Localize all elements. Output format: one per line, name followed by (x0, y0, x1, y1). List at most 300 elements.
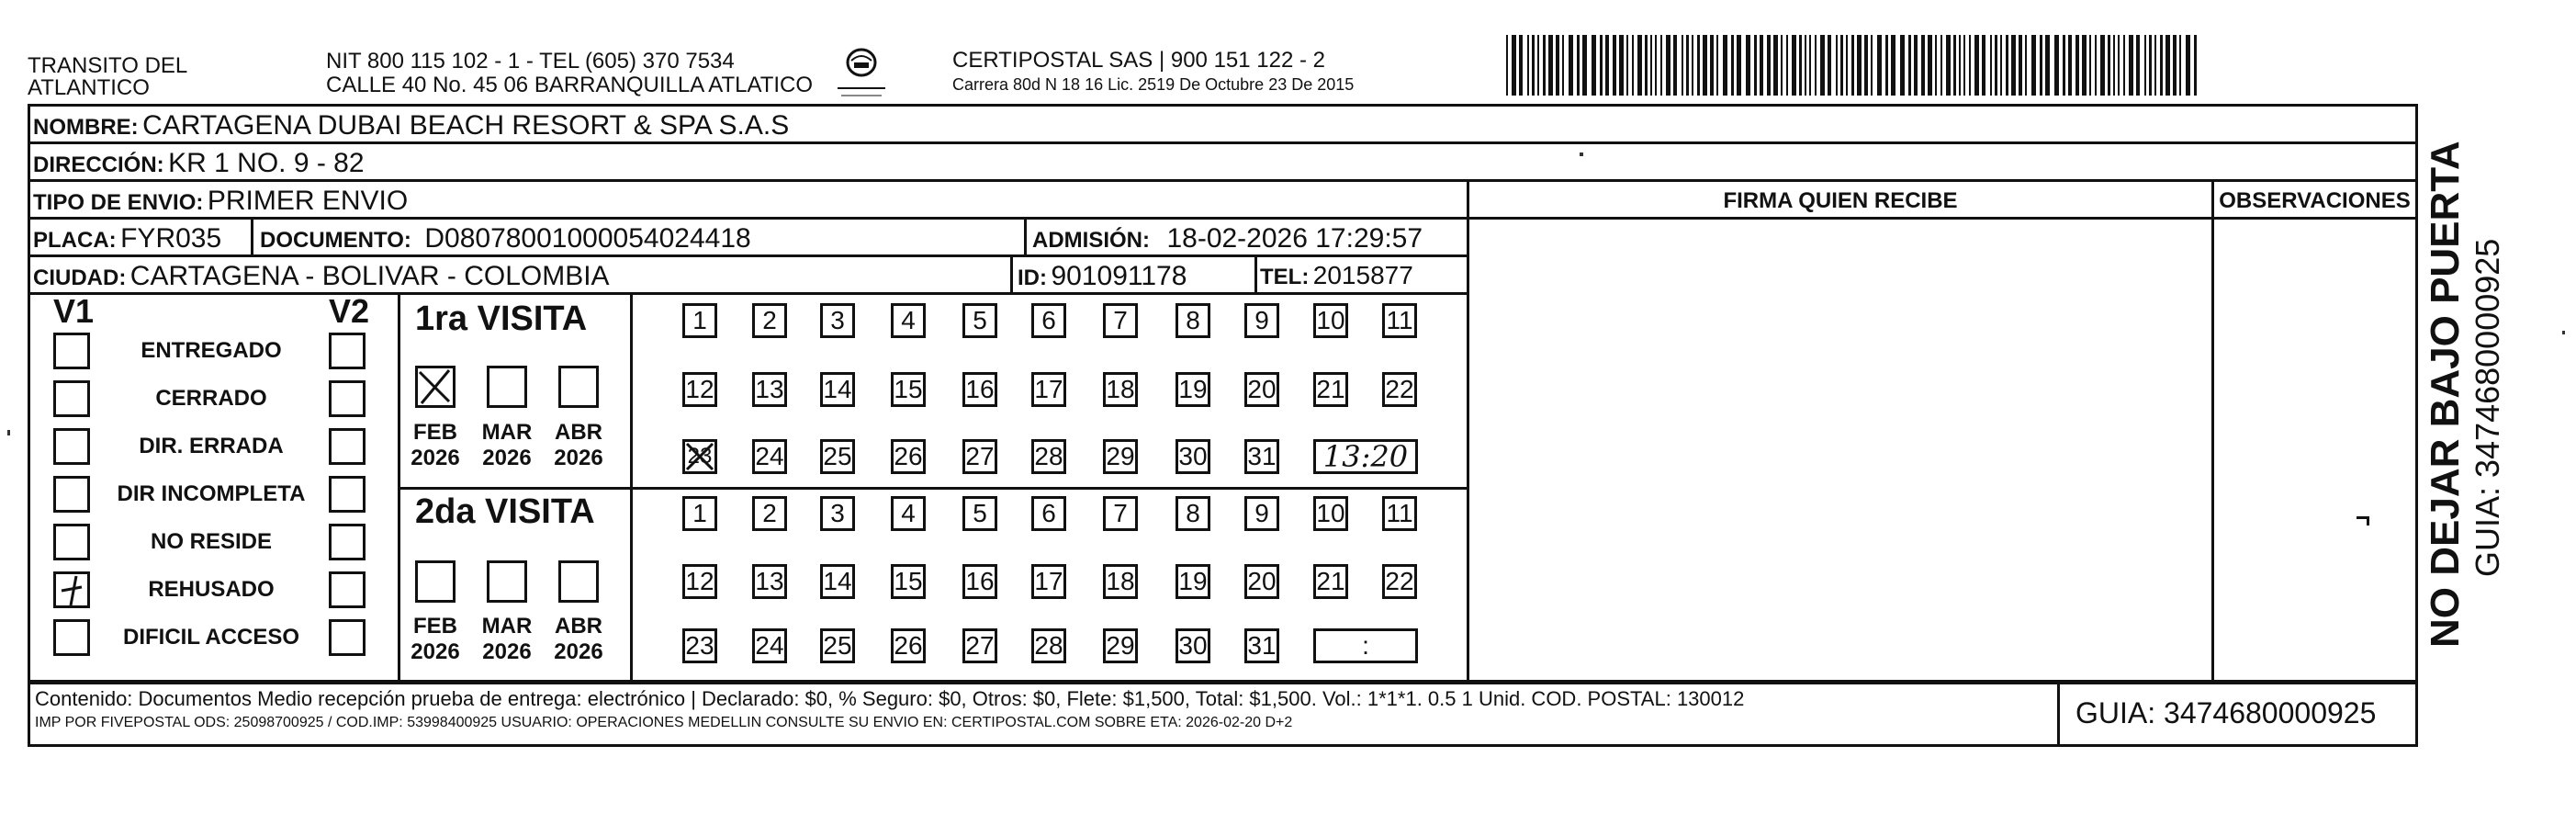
day-box[interactable] (1382, 496, 1417, 531)
admision-value: 18-02-2026 17:29:57 (1166, 223, 1423, 254)
day-number: 31 (1247, 442, 1277, 470)
first-visit-title: 1ra VISITA (415, 299, 588, 338)
day-box[interactable] (752, 303, 787, 338)
barcode-bar (1864, 35, 1868, 96)
day-number: 25 (823, 631, 852, 660)
barcode-bar (2045, 35, 2050, 96)
month-year: 2026 (411, 639, 460, 664)
day-number: 24 (755, 631, 784, 660)
barcode-bar (1605, 35, 1609, 96)
time-value: : (1362, 631, 1369, 660)
nombre-row (33, 110, 789, 141)
day-box[interactable] (1103, 303, 1138, 338)
month-checkbox[interactable] (415, 560, 456, 603)
day-number: 7 (1113, 499, 1128, 527)
day-box[interactable] (752, 496, 787, 531)
tipo-row (33, 186, 408, 217)
issuer-line-2: ATLANTICO (28, 75, 150, 100)
direccion-row (33, 148, 365, 179)
barcode-bar (2019, 35, 2022, 96)
month-checkbox[interactable] (487, 366, 527, 408)
barcode-bar (2095, 35, 2097, 96)
barcode-bar (1767, 35, 1771, 96)
day-box[interactable] (962, 372, 997, 407)
barcode-bar (2075, 35, 2079, 96)
status-option-label: NO RESIDE (150, 529, 273, 554)
v2-checkbox[interactable] (329, 571, 366, 608)
day-box[interactable] (1176, 372, 1210, 407)
day-number: 20 (1247, 567, 1277, 595)
month-name: ABR (555, 614, 602, 639)
barcode-bar (1969, 35, 1971, 96)
day-box[interactable] (1244, 303, 1279, 338)
day-box[interactable] (962, 303, 997, 338)
day-box[interactable] (1176, 496, 1210, 531)
v1-checkbox[interactable] (53, 571, 90, 608)
observaciones-header: OBSERVACIONES (2219, 188, 2411, 213)
day-number: 4 (901, 306, 916, 334)
barcode-bar (1519, 35, 1523, 96)
status-option-label: DIR INCOMPLETA (117, 481, 306, 506)
day-number: 25 (823, 442, 852, 470)
time-value: 13:20 (1322, 439, 1409, 474)
day-box[interactable] (682, 372, 717, 407)
day-box[interactable] (1031, 564, 1066, 599)
day-box[interactable] (1103, 628, 1138, 663)
observation-mark (2367, 516, 2369, 526)
day-box[interactable] (1382, 564, 1417, 599)
barcode-bar (1857, 35, 1862, 96)
day-number: 29 (1106, 631, 1135, 660)
barcode-bar (1619, 35, 1624, 96)
barcode-bar (1836, 35, 1838, 96)
x-mark-icon (685, 442, 714, 471)
barcode-bar (1781, 35, 1783, 96)
v1-checkbox[interactable] (53, 524, 90, 560)
day-box[interactable] (1313, 564, 1348, 599)
divider (251, 217, 253, 255)
barcode-bar (1582, 35, 1587, 96)
id-row (1018, 261, 1187, 292)
signature-area[interactable] (1469, 220, 2211, 680)
day-number: 12 (685, 375, 714, 403)
side-guia: GUIA: 3474680000925 (2469, 238, 2506, 577)
day-box[interactable] (820, 439, 855, 474)
footer-guia: GUIA: 3474680000925 (2075, 696, 2377, 729)
day-box[interactable] (1313, 496, 1348, 531)
day-number: 14 (823, 567, 852, 595)
day-number: 13 (755, 375, 784, 403)
day-number: 10 (1316, 306, 1345, 334)
day-box[interactable] (752, 564, 787, 599)
day-number: 9 (1254, 499, 1269, 527)
day-box[interactable] (1244, 496, 1279, 531)
day-box[interactable] (891, 496, 926, 531)
v1-checkbox[interactable] (53, 619, 90, 656)
day-box[interactable] (891, 564, 926, 599)
divider (28, 744, 2418, 747)
tel-value: 2015877 (1312, 261, 1413, 289)
nombre-value: CARTAGENA DUBAI BEACH RESORT & SPA S.A.S (142, 110, 790, 141)
day-number: 23 (687, 444, 713, 469)
day-number: 5 (973, 306, 987, 334)
day-box[interactable] (682, 496, 717, 531)
day-box[interactable] (682, 564, 717, 599)
certipostal-logo-icon (834, 44, 889, 101)
day-box[interactable] (1103, 372, 1138, 407)
month-checkbox[interactable] (558, 560, 599, 603)
day-box[interactable] (1031, 496, 1066, 531)
day-box[interactable] (1382, 303, 1417, 338)
direccion-value: KR 1 NO. 9 - 82 (168, 148, 365, 178)
barcode-bar (2113, 35, 2115, 96)
day-box[interactable] (1031, 439, 1066, 474)
barcode-bar (1974, 35, 1979, 96)
month-name: MAR (481, 614, 533, 639)
day-number: 11 (1386, 499, 1413, 527)
day-box[interactable] (1313, 372, 1348, 407)
barcode-bar (1660, 35, 1662, 96)
barcode-bar (1716, 35, 1718, 96)
barcode-bar (1731, 35, 1734, 96)
day-number: 22 (1385, 567, 1414, 595)
day-number: 29 (1106, 442, 1135, 470)
barcode-bar (2006, 35, 2008, 96)
barcode-bar (1512, 35, 1516, 96)
divider (28, 179, 2418, 182)
barcode-bar (1746, 35, 1750, 96)
content-line: Contenido: Documentos Medio recepción prueba de entrega: electrónico | Declarado: $0, % Seguro: $0, Otros: $0, Flete: $1,500, Total: $1,500. Vol.: 1*1*1. 0.5 1 Unid. COD. POSTAL: 130012 (35, 687, 1745, 710)
v2-checkbox[interactable] (329, 524, 366, 560)
day-number: 5 (973, 499, 987, 527)
barcode-bar (2000, 35, 2002, 96)
v2-checkbox[interactable] (329, 428, 366, 465)
barcode-bar (2054, 35, 2059, 96)
day-box[interactable] (1103, 496, 1138, 531)
barcode-bar (2031, 35, 2036, 96)
barcode-bar (1900, 35, 1905, 96)
barcode-bar (1692, 35, 1693, 96)
barcode-bar (1673, 35, 1677, 96)
placa-row (33, 223, 221, 254)
barcode-bar (1592, 35, 1596, 96)
barcode-bar (1600, 35, 1603, 96)
company-line: CERTIPOSTAL SAS | 900 151 122 - 2 (952, 48, 1325, 73)
ciudad-row (33, 261, 610, 292)
month-name: FEB (413, 614, 457, 639)
barcode-bar (1871, 35, 1873, 96)
day-number: 26 (894, 442, 923, 470)
day-box[interactable] (1313, 303, 1348, 338)
day-box[interactable] (1031, 628, 1066, 663)
day-box[interactable] (752, 372, 787, 407)
day-number: 31 (1247, 631, 1277, 660)
day-number: 3 (830, 499, 845, 527)
day-box[interactable] (1103, 439, 1138, 474)
day-box[interactable] (1244, 564, 1279, 599)
day-box[interactable] (820, 303, 855, 338)
day-box[interactable] (820, 372, 855, 407)
day-number: 27 (965, 631, 995, 660)
barcode-bar (1506, 35, 1508, 96)
barcode-bar (1921, 35, 1925, 96)
month-year: 2026 (554, 639, 603, 664)
day-box[interactable] (752, 628, 787, 663)
barcode-bar (2089, 35, 2091, 96)
day-number: 19 (1178, 375, 1208, 403)
day-box[interactable] (1244, 439, 1279, 474)
barcode-bar (2118, 35, 2120, 96)
barcode-bar (1846, 35, 1848, 96)
divider (398, 487, 1469, 490)
day-box-crossed[interactable] (682, 439, 717, 474)
barcode-bar (1799, 35, 1802, 96)
barcode-bar (2025, 35, 2027, 96)
day-number: 8 (1186, 499, 1200, 527)
day-number: 21 (1316, 375, 1345, 403)
barcode-bar (1537, 35, 1539, 96)
barcode-bar (1527, 35, 1529, 96)
day-box[interactable] (1176, 564, 1210, 599)
day-number: 28 (1034, 442, 1063, 470)
divider (2415, 104, 2418, 684)
month-label (479, 614, 534, 665)
tipo-label: TIPO DE ENVIO: (33, 190, 204, 215)
barcode-bar (1828, 35, 1831, 96)
barcode-bar (2129, 35, 2133, 96)
month-label (408, 614, 463, 665)
barcode-bar (1914, 35, 1918, 96)
barcode-bar (2194, 35, 2197, 96)
barcode-bar (2108, 35, 2110, 96)
license-line: Carrera 80d N 18 16 Lic. 2519 De Octubre 23 De 2015 (952, 75, 1355, 94)
barcode-bar (1650, 35, 1652, 96)
barcode-bar (2154, 35, 2156, 96)
day-number: 1 (692, 306, 707, 334)
day-box[interactable] (1244, 628, 1279, 663)
month-name: FEB (413, 420, 457, 445)
v1-checkbox[interactable] (53, 476, 90, 513)
day-box[interactable] (891, 628, 926, 663)
day-number: 10 (1316, 499, 1345, 527)
divider (1010, 254, 1013, 293)
tel-row (1260, 261, 1413, 290)
status-option-label: DIFICIL ACCESO (122, 625, 299, 650)
day-box[interactable] (820, 628, 855, 663)
v2-checkbox[interactable] (329, 380, 366, 417)
day-box[interactable] (962, 496, 997, 531)
issuer-name (28, 55, 187, 99)
barcode-bar (1626, 35, 1628, 96)
day-number: 19 (1178, 567, 1208, 595)
month-label (408, 420, 463, 471)
month-name: MAR (481, 420, 533, 445)
barcode-bar (1637, 35, 1642, 96)
month-label (479, 420, 534, 471)
day-box[interactable] (1103, 564, 1138, 599)
time-field[interactable] (1313, 628, 1418, 663)
day-number: 9 (1254, 306, 1269, 334)
barcode-bar (1562, 35, 1564, 96)
nombre-label: NOMBRE: (33, 115, 139, 140)
day-box[interactable] (1176, 628, 1210, 663)
status-option-label: CERRADO (155, 386, 267, 411)
v1-label: V1 (53, 292, 95, 330)
day-number: 20 (1247, 375, 1277, 403)
admision-label: ADMISIÓN: (1032, 228, 1150, 253)
barcode-bar (1840, 35, 1843, 96)
barcode-bar (1877, 35, 1882, 96)
day-number: 15 (894, 567, 923, 595)
day-number: 6 (1041, 306, 1056, 334)
barcode-bar (1928, 35, 1932, 96)
day-number: 3 (830, 306, 845, 334)
day-number: 17 (1034, 375, 1063, 403)
scan-speck (2562, 331, 2565, 334)
month-checkbox[interactable] (487, 560, 527, 603)
day-box[interactable] (682, 303, 717, 338)
month-year: 2026 (554, 446, 603, 470)
direccion-label: DIRECCIÓN: (33, 153, 164, 177)
barcode-bar (1632, 35, 1634, 96)
day-box[interactable] (820, 496, 855, 531)
v1-checkbox[interactable] (53, 428, 90, 465)
divider (28, 292, 1469, 295)
divider (398, 292, 400, 682)
barcode-bar (2011, 35, 2016, 96)
barcode-bar (2179, 35, 2181, 96)
barcode-bar (1556, 35, 1559, 96)
divider (2415, 682, 2418, 747)
day-box[interactable] (820, 564, 855, 599)
barcode-bar (1935, 35, 1937, 96)
barcode-bar (1990, 35, 1992, 96)
v2-checkbox[interactable] (329, 619, 366, 656)
v2-checkbox[interactable] (329, 476, 366, 513)
barcode-bar (1820, 35, 1825, 96)
day-box[interactable] (1382, 372, 1417, 407)
status-option-label: ENTREGADO (141, 338, 282, 363)
day-number: 6 (1041, 499, 1056, 527)
month-year: 2026 (411, 446, 460, 470)
barcode-bar (1666, 35, 1670, 96)
day-box[interactable] (1031, 303, 1066, 338)
barcode-bar (2149, 35, 2152, 96)
divider (28, 217, 2418, 220)
observations-area[interactable] (2214, 220, 2415, 680)
day-box[interactable] (962, 564, 997, 599)
barcode-bar (1697, 35, 1700, 96)
documento-label: DOCUMENTO: (260, 228, 411, 253)
nit-line: NIT 800 115 102 - 1 - TEL (605) 370 7534 (326, 49, 735, 73)
day-number: 16 (965, 567, 995, 595)
barcode-bar (1885, 35, 1888, 96)
barcode-bar (1805, 35, 1806, 96)
barcode-bar (1655, 35, 1657, 96)
v1-checkbox[interactable] (53, 333, 90, 369)
barcode-bar (1891, 35, 1895, 96)
barcode-bar (2068, 35, 2072, 96)
barcode (1506, 35, 2204, 97)
issuer-contact (326, 50, 813, 97)
handwritten-check-icon (56, 574, 87, 605)
month-checkbox[interactable] (558, 366, 599, 408)
barcode-bar (2173, 35, 2177, 96)
day-box[interactable] (962, 439, 997, 474)
day-number: 24 (755, 442, 784, 470)
day-number: 26 (894, 631, 923, 660)
day-number: 23 (685, 631, 714, 660)
barcode-bar (1577, 35, 1580, 96)
tipo-value: PRIMER ENVIO (207, 186, 409, 216)
x-mark-icon (418, 368, 453, 405)
barcode-bar (1754, 35, 1757, 96)
day-box[interactable] (682, 628, 717, 663)
day-number: 2 (762, 499, 777, 527)
day-number: 8 (1186, 306, 1200, 334)
barcode-bar (1686, 35, 1689, 96)
divider (28, 254, 1469, 257)
day-box[interactable] (962, 628, 997, 663)
day-box[interactable] (891, 372, 926, 407)
placa-value: FYR035 (120, 223, 222, 254)
day-box[interactable] (1176, 303, 1210, 338)
barcode-bar (1613, 35, 1616, 96)
day-box[interactable] (891, 303, 926, 338)
month-checkbox[interactable] (415, 366, 456, 408)
day-box[interactable] (1031, 372, 1066, 407)
ciudad-label: CIUDAD: (33, 266, 127, 290)
barcode-bar (1548, 35, 1553, 96)
status-option-label: DIR. ERRADA (139, 434, 284, 458)
day-number: 22 (1385, 375, 1414, 403)
barcode-bar (1645, 35, 1648, 96)
day-box[interactable] (1244, 372, 1279, 407)
id-label: ID: (1018, 266, 1047, 290)
day-box[interactable] (1176, 439, 1210, 474)
certipostal-logo (834, 44, 889, 101)
barcode-bar (1940, 35, 1942, 96)
day-number: 16 (965, 375, 995, 403)
divider (630, 292, 633, 682)
barcode-bar (1569, 35, 1573, 96)
second-visit-title: 2da VISITA (415, 492, 595, 531)
time-field-handwritten[interactable] (1313, 439, 1418, 474)
ciudad-value: CARTAGENA - BOLIVAR - COLOMBIA (129, 261, 610, 291)
day-number: 28 (1034, 631, 1063, 660)
scan-speck (1580, 153, 1583, 156)
barcode-bar (2165, 35, 2170, 96)
v2-checkbox[interactable] (329, 333, 366, 369)
day-number: 2 (762, 306, 777, 334)
day-number: 17 (1034, 567, 1063, 595)
barcode-bar (2082, 35, 2087, 96)
barcode-bar (1851, 35, 1854, 96)
day-box[interactable] (752, 439, 787, 474)
barcode-bar (1682, 35, 1683, 96)
day-number: 30 (1178, 442, 1208, 470)
barcode-bar (2100, 35, 2105, 96)
v1-checkbox[interactable] (53, 380, 90, 417)
day-box[interactable] (891, 439, 926, 474)
day-number: 27 (965, 442, 995, 470)
day-number: 13 (755, 567, 784, 595)
barcode-bar (1737, 35, 1741, 96)
barcode-bar (2123, 35, 2125, 96)
month-year: 2026 (482, 446, 532, 470)
barcode-bar (1543, 35, 1546, 96)
barcode-bar (1760, 35, 1763, 96)
